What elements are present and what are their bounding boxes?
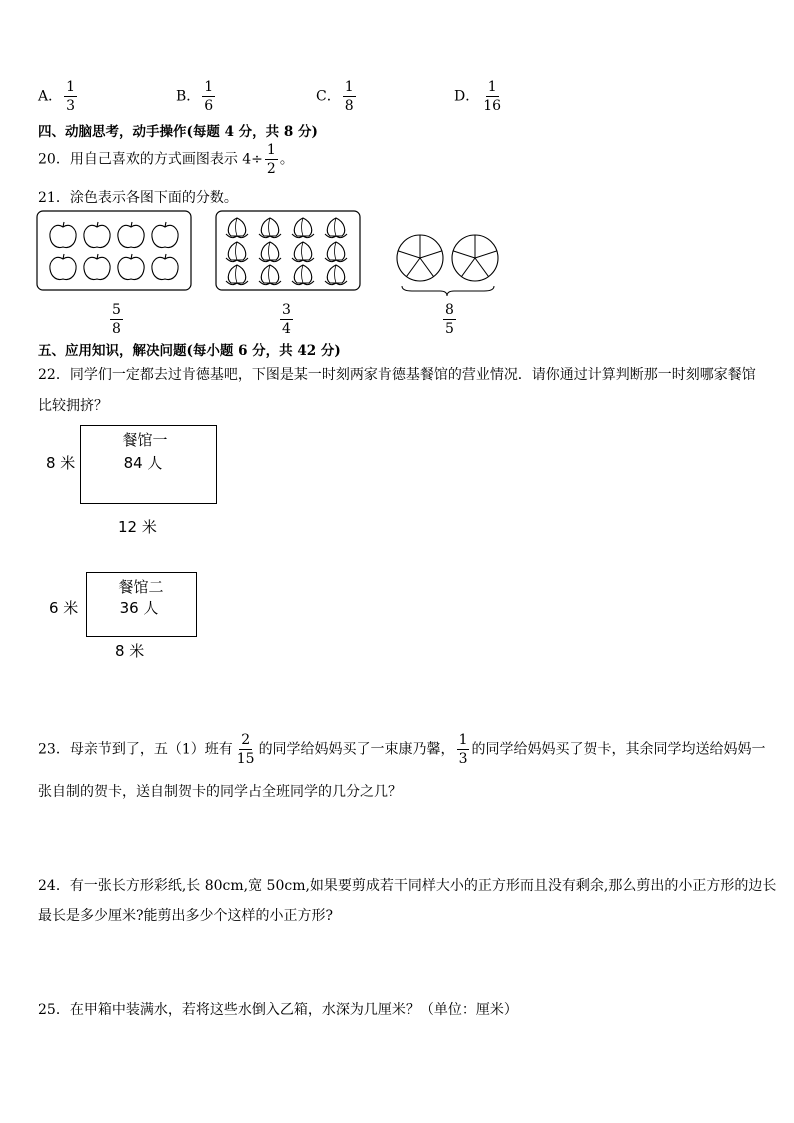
option-b-fraction: $\frac{1}{6}$ [204,79,214,114]
option-d: D． $\frac{1}{16}$ [454,79,502,114]
restaurant-1-people: 84 人 [123,454,163,472]
option-d-fraction: $\frac{1}{16}$ [483,79,502,114]
restaurant-2-people: 36 人 [119,599,159,617]
question-23-line1: 23．母亲节到了，五（1）班有 $\frac{2}{15}$ 的同学给妈妈买了一束康乃馨， $\frac{1}{3}$ 的同学给妈妈买了贺卡，其余同学均送给妈妈一 [38,732,766,767]
option-c-fraction: $\frac{1}{8}$ [344,79,354,114]
apple-icon [152,222,178,248]
q20-fraction: $\frac{1}{2}$ [266,142,276,177]
apple-icon [84,222,110,248]
q23-fraction-2: $\frac{1}{3}$ [458,732,468,767]
restaurant-2-height: 6 米 [49,599,79,617]
question-25: 25．在甲箱中装满水，若将这些水倒入乙箱，水深为几厘米？（单位：厘米） [38,1002,518,1018]
restaurant-2-width: 8 米 [115,642,145,660]
fraction-circles: $\frac{8}{5}$ [445,302,454,337]
question-23-line2: 张自制的贺卡，送自制贺卡的同学占全班同学的几分之几？ [38,784,402,800]
restaurant-1-height: 8 米 [46,454,76,472]
option-a-fraction: $\frac{1}{3}$ [66,79,76,114]
peach-icon [259,242,281,262]
option-b: B． $\frac{1}{6}$ [176,79,214,114]
peach-icon [325,242,347,262]
fraction-apples: $\frac{5}{8}$ [112,302,121,337]
circle-divided-icon [452,235,498,281]
question-22-line2: 比较拥挤？ [38,398,108,414]
question-24-line2: 最长是多少厘米?能剪出多少个这样的小正方形? [38,908,334,924]
fraction-peaches: $\frac{3}{4}$ [282,302,291,337]
option-c: C． $\frac{1}{8}$ [316,79,354,114]
peach-icon [226,265,248,285]
question-22-line1: 22．同学们一定都去过肯德基吧，下图是某一时刻两家肯德基餐馆的营业情况．请你通过计算判断那一时刻哪家餐馆 [38,367,756,383]
peach-icon [292,242,314,262]
option-a: A． $\frac{1}{3}$ [38,79,76,114]
peach-icon [292,265,314,285]
restaurant-2-name: 餐馆二 [118,578,164,596]
peach-icon [226,242,248,262]
apple-icon [118,254,144,280]
peach-icon [259,265,281,285]
q23-fraction-1: $\frac{2}{15}$ [236,732,255,767]
question-24-line1: 24．有一张长方形彩纸,长 80cm,宽 50cm,如果要剪成若干同样大小的正方形而且没有剩余,那么剪出的小正方形的边长 [38,878,777,894]
peach-icon [259,218,281,238]
restaurant-1-width: 12 米 [118,518,157,536]
peach-icon [325,265,347,285]
question-20: 20．用自己喜欢的方式画图表示 4÷ $\frac{1}{2}$ 。 [38,142,294,177]
apple-icon [84,254,110,280]
peach-icon [226,218,248,238]
question-21: 21．涂色表示各图下面的分数。 [38,190,238,206]
apple-icon [152,254,178,280]
section-5-heading: 五、应用知识，解决问题(每小题 6 分，共 42 分) [38,343,341,359]
brace-icon [402,286,494,296]
restaurant-1-name: 餐馆一 [122,431,168,449]
circles-figure [392,228,500,298]
peaches-figure [215,210,361,292]
apple-icon [50,222,76,248]
section-4-heading: 四、动脑思考，动手操作(每题 4 分，共 8 分) [38,124,318,140]
apple-icon [50,254,76,280]
apple-icon [118,222,144,248]
circle-divided-icon [397,235,443,281]
peach-icon [325,218,347,238]
apples-figure [36,210,192,292]
peach-icon [292,218,314,238]
